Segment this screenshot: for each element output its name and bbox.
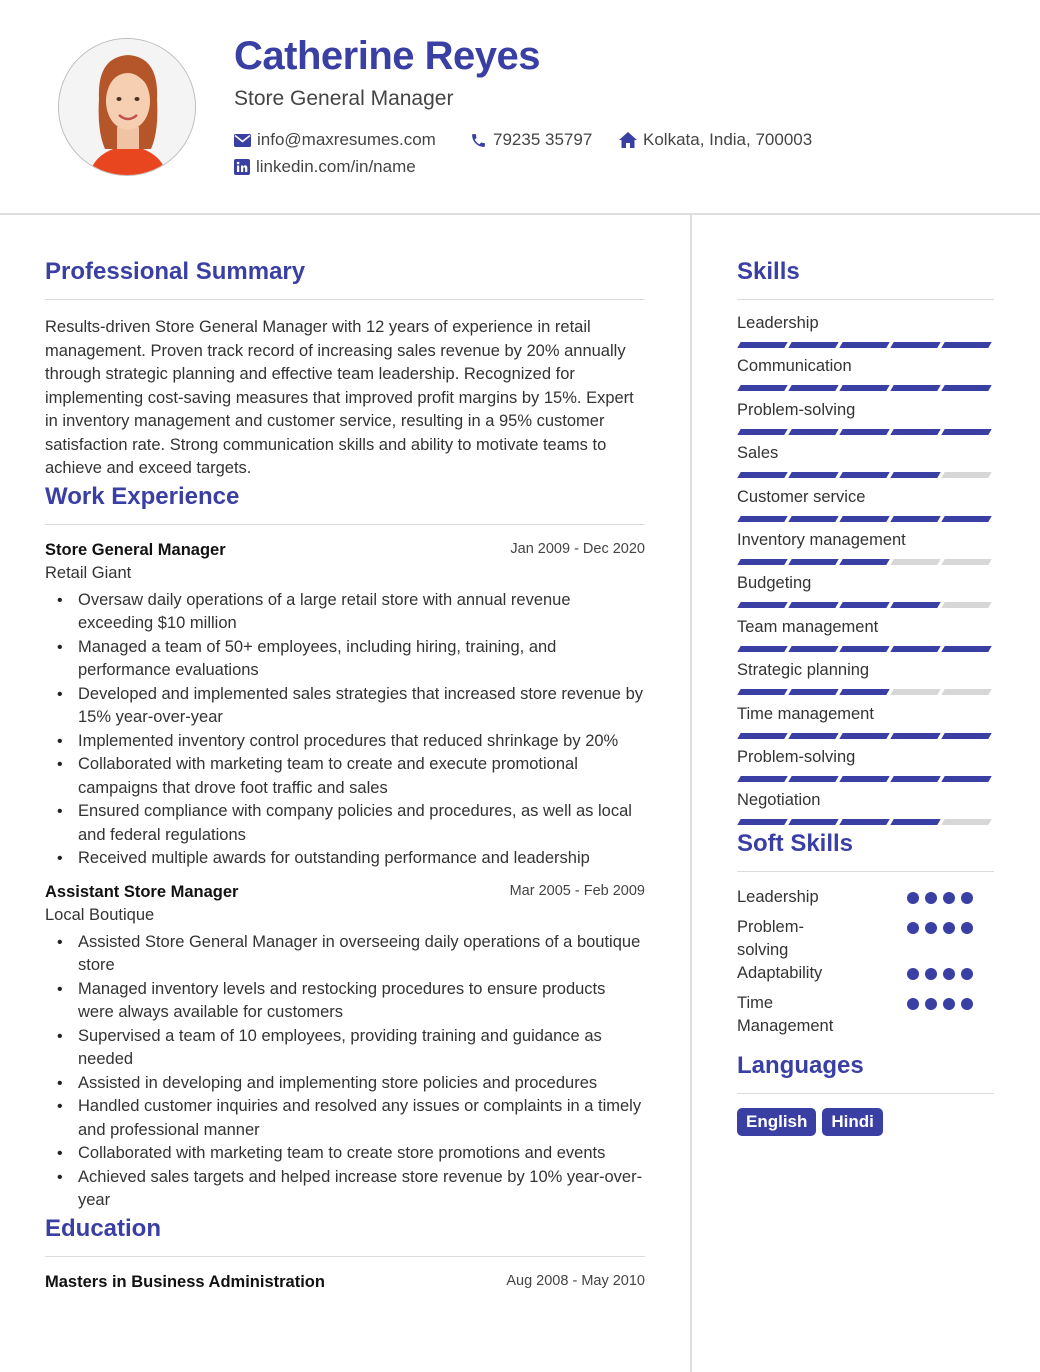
phone-text: 79235 35797 — [493, 130, 593, 149]
skill-rating-segment — [737, 559, 787, 565]
soft-skills-list — [737, 886, 994, 1038]
summary-text: Results-driven Store General Manager with 12 years of experience in retail management. Proven track record of increasing sales revenue by 20% annually through strategic planning and effective team leadership. Recognized for implementing cost-saving measures that improved profit margins by 15%. Expert in inventory management and customer service, resulting in a 95% customer satisfaction rate. Strong communication skills and ability to motivate teams to achieve and exceed targets. — [45, 318, 634, 477]
rating-dot — [961, 892, 973, 904]
skill-rating-segment — [941, 602, 991, 608]
skill-item — [737, 314, 994, 357]
summary-heading: Professional Summary — [45, 258, 306, 285]
skill-rating-segment — [788, 733, 838, 739]
job-bullet: • Implemented inventory control procedures that reduced shrinkage by 20% — [45, 730, 645, 754]
skill-rating-segment — [839, 385, 889, 391]
skill-rating-segment — [737, 342, 787, 348]
skill-rating-segment — [737, 646, 787, 652]
soft-skill-label: Time Management — [737, 993, 834, 1035]
skill-rating-segment — [839, 516, 889, 522]
skill-rating-segment — [890, 429, 940, 435]
soft-skills-heading: Soft Skills — [737, 829, 854, 857]
degree-title: Masters in Business Administration — [45, 1272, 325, 1291]
skill-rating-segment — [890, 733, 940, 739]
skill-item — [737, 661, 994, 704]
skill-rating-segment — [839, 819, 889, 825]
contact-location — [619, 130, 812, 150]
skill-rating-bar — [739, 646, 994, 652]
email-text: info@maxresumes.com — [257, 130, 436, 149]
rating-dot — [925, 892, 937, 904]
language-badges — [737, 1108, 994, 1136]
skill-rating-segment — [788, 559, 838, 565]
skill-rating-segment — [890, 516, 940, 522]
skills-heading: Skills — [737, 258, 800, 285]
skill-label: Inventory management — [737, 530, 906, 549]
skill-label: Time management — [737, 704, 874, 723]
skill-rating-bar — [739, 689, 994, 695]
rating-dot — [925, 968, 937, 980]
job-bullet: • Assisted Store General Manager in overseeing daily operations of a boutique store — [45, 931, 645, 978]
soft-skill-rating — [907, 968, 979, 980]
summary-section — [45, 258, 645, 481]
skill-label: Communication — [737, 357, 852, 376]
envelope-icon — [234, 134, 251, 147]
education-dates: Aug 2008 - May 2010 — [506, 1272, 645, 1289]
skill-rating-segment — [941, 472, 991, 478]
skill-rating-segment — [941, 559, 991, 565]
education-heading: Education — [45, 1214, 162, 1242]
skill-rating-segment — [941, 733, 991, 739]
skill-rating-segment — [737, 516, 787, 522]
candidate-title: Store General Manager — [234, 87, 454, 110]
skill-rating-bar — [739, 342, 994, 348]
soft-skill-rating — [907, 998, 979, 1010]
soft-skill-rating — [907, 892, 979, 904]
skill-rating-segment — [839, 733, 889, 739]
skills-section — [737, 258, 994, 835]
job-entry — [45, 883, 645, 1213]
skill-rating-segment — [839, 646, 889, 652]
job-bullet: • Supervised a team of 10 employees, providing training and guidance as needed — [45, 1025, 645, 1072]
language-badge: Hindi — [822, 1108, 883, 1136]
skills-list — [737, 314, 994, 835]
skill-rating-segment — [788, 819, 838, 825]
skill-rating-segment — [941, 776, 991, 782]
profile-photo — [58, 38, 196, 176]
skill-rating-segment — [941, 646, 991, 652]
section-divider — [45, 299, 645, 300]
column-divider — [690, 215, 692, 1372]
skill-rating-segment — [890, 646, 940, 652]
location-text: Kolkata, India, 700003 — [643, 130, 813, 149]
skill-rating-segment — [890, 385, 940, 391]
candidate-name: Catherine Reyes — [234, 34, 540, 78]
skill-rating-segment — [788, 646, 838, 652]
skill-label: Problem-solving — [737, 747, 856, 766]
skill-rating-segment — [788, 385, 838, 391]
skill-rating-segment — [890, 472, 940, 478]
skill-rating-bar — [739, 385, 994, 391]
section-divider — [737, 299, 994, 300]
skill-rating-segment — [839, 429, 889, 435]
skill-rating-bar — [739, 819, 994, 825]
contact-phone[interactable] — [470, 130, 592, 150]
rating-dot — [907, 922, 919, 934]
skill-label: Leadership — [737, 314, 819, 332]
skill-label: Sales — [737, 444, 779, 463]
job-bullet: • Received multiple awards for outstanding performance and leadership — [45, 847, 645, 871]
skill-rating-segment — [788, 689, 838, 695]
phone-icon — [470, 132, 487, 149]
rating-dot — [925, 998, 937, 1010]
rating-dot — [943, 892, 955, 904]
skill-item — [737, 705, 994, 748]
skill-rating-segment — [839, 472, 889, 478]
job-title: Assistant Store Manager — [45, 882, 239, 901]
skill-label: Strategic planning — [737, 661, 870, 680]
skill-rating-bar — [739, 733, 994, 739]
skill-item — [737, 791, 994, 834]
skill-item — [737, 618, 994, 661]
skill-rating-segment — [737, 689, 787, 695]
skill-rating-segment — [941, 516, 991, 522]
skill-rating-bar — [739, 516, 994, 522]
skill-item — [737, 444, 994, 487]
linkedin-icon — [234, 159, 250, 175]
rating-dot — [907, 998, 919, 1010]
skill-label: Customer service — [737, 487, 866, 506]
sidebar-column — [737, 258, 994, 1136]
skill-rating-segment — [941, 385, 991, 391]
skill-item — [737, 531, 994, 574]
skill-rating-segment — [890, 559, 940, 565]
job-company: Retail Giant — [45, 563, 132, 582]
job-bullets — [45, 931, 645, 1213]
soft-skill-label: Adaptability — [737, 963, 823, 982]
main-column — [45, 258, 645, 1292]
skill-item — [737, 357, 994, 400]
section-divider — [45, 524, 645, 525]
skill-rating-segment — [737, 733, 787, 739]
experience-heading: Work Experience — [45, 482, 240, 510]
language-badge: English — [737, 1108, 816, 1136]
job-bullet: • Ensured compliance with company policies and procedures, as well as local and federal regulations — [45, 800, 645, 847]
job-bullet: • Managed a team of 50+ employees, including hiring, training, and performance evaluations — [45, 636, 645, 683]
soft-skill-item — [737, 916, 994, 962]
job-bullet: • Developed and implemented sales strategies that increased store revenue by 15% year-over-year — [45, 683, 645, 730]
languages-heading: Languages — [737, 1051, 864, 1079]
soft-skill-rating — [907, 922, 979, 934]
rating-dot — [907, 968, 919, 980]
section-divider — [45, 1256, 645, 1257]
skill-rating-segment — [788, 516, 838, 522]
linkedin-text: linkedin.com/in/name — [256, 157, 416, 176]
skill-rating-segment — [788, 429, 838, 435]
profile-photo-illustration — [59, 39, 196, 176]
skill-item — [737, 574, 994, 617]
education-section — [45, 1215, 645, 1292]
job-dates: Jan 2009 - Dec 2020 — [510, 540, 645, 557]
job-bullet: • Collaborated with marketing team to create and execute promotional campaigns that drove foot traffic and sales — [45, 753, 645, 800]
job-bullet: • Collaborated with marketing team to create store promotions and events — [45, 1142, 645, 1166]
job-bullet: • Managed inventory levels and restocking procedures to ensure products were always available for customers — [45, 978, 645, 1025]
skill-rating-segment — [941, 342, 991, 348]
skill-rating-segment — [890, 602, 940, 608]
soft-skill-item — [737, 962, 994, 992]
home-icon — [619, 132, 637, 148]
rating-dot — [925, 922, 937, 934]
skill-rating-segment — [737, 602, 787, 608]
skill-rating-segment — [737, 776, 787, 782]
skill-rating-segment — [839, 559, 889, 565]
skill-rating-segment — [839, 689, 889, 695]
soft-skills-section — [737, 830, 994, 1038]
skill-rating-segment — [839, 342, 889, 348]
skill-rating-bar — [739, 559, 994, 565]
contact-linkedin[interactable] — [234, 157, 416, 177]
skill-rating-segment — [941, 429, 991, 435]
job-bullet: • Handled customer inquiries and resolved any issues or complaints in a timely and professional manner — [45, 1095, 645, 1142]
skill-rating-segment — [737, 385, 787, 391]
rating-dot — [961, 922, 973, 934]
job-dates: Mar 2005 - Feb 2009 — [509, 882, 645, 899]
education-entry — [45, 1273, 645, 1292]
job-entry — [45, 541, 645, 871]
job-bullet: • Oversaw daily operations of a large retail store with annual revenue exceeding $10 million — [45, 589, 645, 636]
job-company: Local Boutique — [45, 905, 155, 924]
skill-rating-segment — [890, 776, 940, 782]
rating-dot — [961, 968, 973, 980]
skill-rating-segment — [941, 819, 991, 825]
skill-label: Budgeting — [737, 574, 812, 593]
job-title: Store General Manager — [45, 540, 226, 559]
rating-dot — [907, 892, 919, 904]
rating-dot — [961, 998, 973, 1010]
rating-dot — [943, 968, 955, 980]
soft-skill-label: Problem-solving — [737, 917, 804, 959]
job-bullet: • Achieved sales targets and helped increase store revenue by 10% year-over-year — [45, 1166, 645, 1213]
skill-rating-segment — [941, 689, 991, 695]
rating-dot — [943, 922, 955, 934]
skill-rating-segment — [890, 689, 940, 695]
skill-label: Team management — [737, 617, 879, 636]
soft-skill-item — [737, 992, 994, 1038]
skill-rating-segment — [788, 776, 838, 782]
soft-skill-item — [737, 886, 994, 916]
skill-rating-segment — [788, 472, 838, 478]
skill-item — [737, 401, 994, 444]
skill-rating-segment — [737, 472, 787, 478]
skill-rating-segment — [737, 429, 787, 435]
contact-email[interactable] — [234, 130, 436, 150]
soft-skill-label: Leadership — [737, 887, 819, 906]
skill-rating-segment — [839, 776, 889, 782]
job-bullet: • Assisted in developing and implementing store policies and procedures — [45, 1072, 645, 1096]
skill-rating-segment — [737, 819, 787, 825]
skill-rating-segment — [890, 819, 940, 825]
skill-rating-bar — [739, 429, 994, 435]
skill-rating-bar — [739, 472, 994, 478]
skill-label: Problem-solving — [737, 400, 856, 419]
skill-rating-segment — [788, 342, 838, 348]
resume-header — [0, 0, 1040, 215]
skill-item — [737, 748, 994, 791]
skill-rating-segment — [839, 602, 889, 608]
rating-dot — [943, 998, 955, 1010]
section-divider — [737, 871, 994, 872]
languages-section — [737, 1052, 994, 1136]
skill-item — [737, 488, 994, 531]
skill-rating-bar — [739, 602, 994, 608]
experience-section — [45, 483, 645, 1213]
skill-label: Negotiation — [737, 791, 821, 810]
skill-rating-segment — [890, 342, 940, 348]
skill-rating-bar — [739, 776, 994, 782]
job-bullets — [45, 589, 645, 871]
skill-rating-segment — [788, 602, 838, 608]
section-divider — [737, 1093, 994, 1094]
